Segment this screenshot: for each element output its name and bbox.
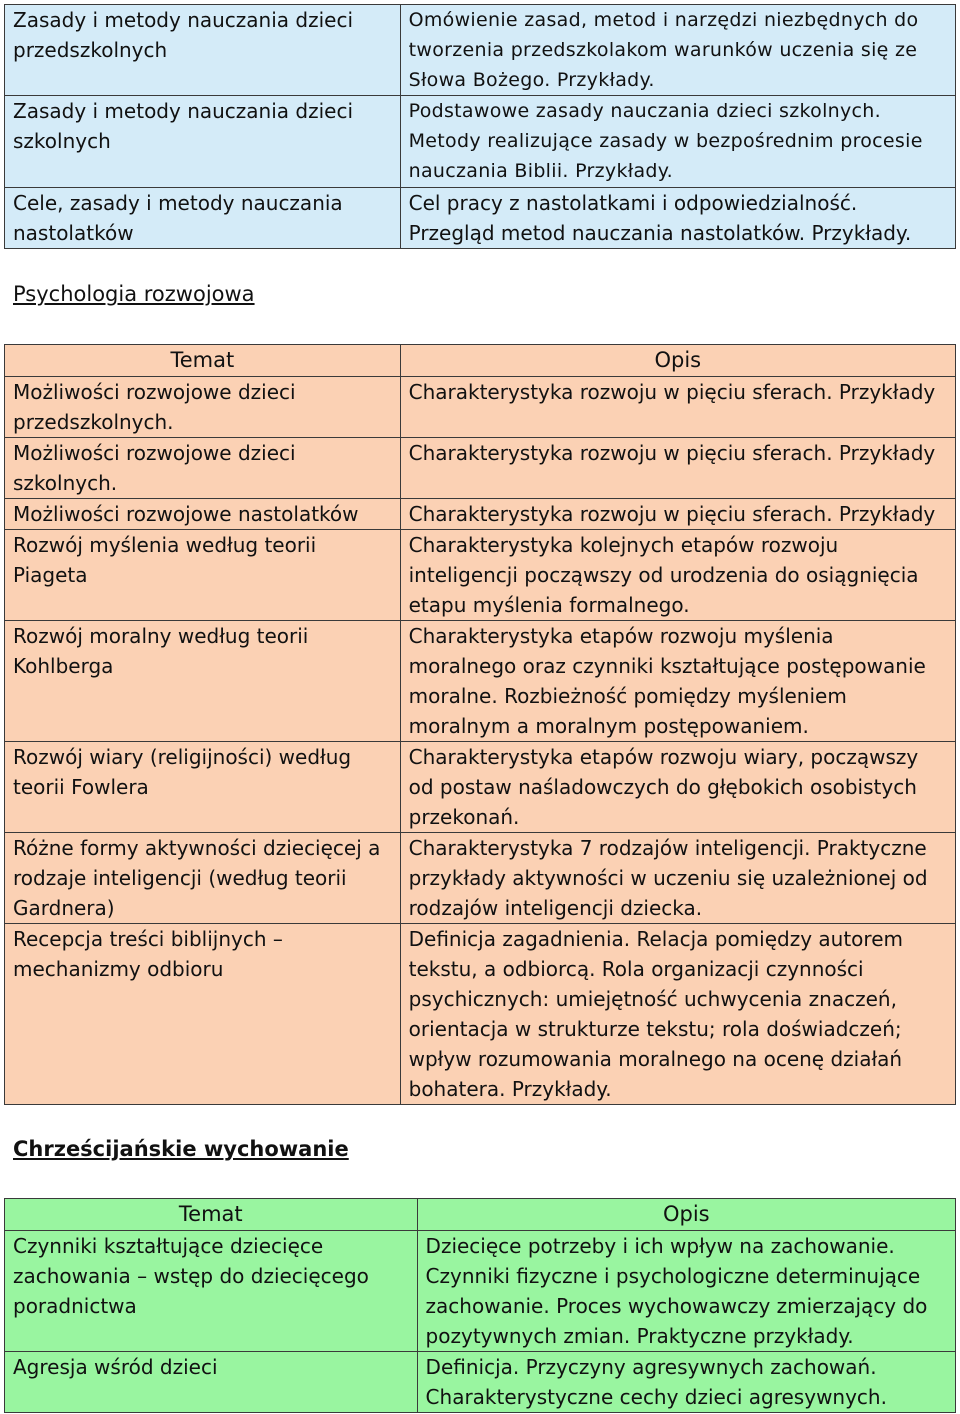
topic-cell: Możliwości rozwojowe dzieci szkolnych. xyxy=(5,438,401,499)
table-header-row xyxy=(5,1199,956,1231)
table-row xyxy=(5,1231,956,1352)
topic-cell: Agresja wśród dzieci xyxy=(5,1352,418,1413)
topic-cell: Cele, zasady i metody nauczania nastolatków xyxy=(5,188,401,249)
description-cell: Charakterystyka rozwoju w pięciu sferach. Przykłady xyxy=(400,438,955,499)
description-cell: Cel pracy z nastolatkami i odpowiedzialność. Przegląd metod nauczania nastolatków. Przykłady. xyxy=(400,188,955,249)
table-row xyxy=(5,96,956,188)
description-cell: Podstawowe zasady nauczania dzieci szkolnych. Metody realizujące zasady w bezpośrednim procesie nauczania Biblii. Przykłady. xyxy=(400,96,955,188)
description-cell: Charakterystyka kolejnych etapów rozwoju inteligencji począwszy od urodzenia do osiągnięcia etapu myślenia formalnego. xyxy=(400,530,955,621)
column-header-description: Opis xyxy=(417,1199,955,1231)
table-row xyxy=(5,499,956,530)
section-heading-christian-upbringing: Chrześcijańskie wychowanie xyxy=(13,1137,349,1161)
teaching-methods-table xyxy=(4,4,956,249)
description-cell: Charakterystyka rozwoju w pięciu sferach. Przykłady xyxy=(400,377,955,438)
table-row xyxy=(5,5,956,96)
table-row xyxy=(5,188,956,249)
table-row xyxy=(5,530,956,621)
description-cell: Charakterystyka etapów rozwoju myślenia moralnego oraz czynniki kształtujące postępowanie moralne. Rozbieżność pomiędzy myśleniem moralnym a moralnym postępowaniem. xyxy=(400,621,955,742)
psychology-table xyxy=(4,344,956,1105)
column-header-topic: Temat xyxy=(5,1199,418,1231)
description-cell: Omówienie zasad, metod i narzędzi niezbędnych do tworzenia przedszkolakom warunków uczenia się ze Słowa Bożego. Przykłady. xyxy=(400,5,955,96)
table-row xyxy=(5,833,956,924)
column-header-topic: Temat xyxy=(5,345,401,377)
topic-cell: Zasady i metody nauczania dzieci przedszkolnych xyxy=(5,5,401,96)
description-cell: Dziecięce potrzeby i ich wpływ na zachowanie. Czynniki fizyczne i psychologiczne determinujące zachowanie. Proces wychowawczy zmierzający do pozytywnych zmian. Praktyczne przykłady. xyxy=(417,1231,955,1352)
table-row xyxy=(5,924,956,1105)
topic-cell: Czynniki kształtujące dziecięce zachowania – wstęp do dziecięcego poradnictwa xyxy=(5,1231,418,1352)
table-row xyxy=(5,742,956,833)
table-row xyxy=(5,377,956,438)
christian-upbringing-table xyxy=(4,1198,956,1413)
description-cell: Definicja. Przyczyny agresywnych zachowań. Charakterystyczne cechy dzieci agresywnych. xyxy=(417,1352,955,1413)
description-cell: Charakterystyka 7 rodzajów inteligencji. Praktyczne przykłady aktywności w uczeniu się uzależnionej od rodzajów inteligencji dziecka. xyxy=(400,833,955,924)
description-cell: Definicja zagadnienia. Relacja pomiędzy autorem tekstu, a odbiorcą. Rola organizacji czynności psychicznych: umiejętność uchwycenia znaczeń, orientacja w strukturze tekstu; rola doświadczeń; wpływ rozumowania moralnego na ocenę działań bohatera. Przykłady. xyxy=(400,924,955,1105)
table-row xyxy=(5,438,956,499)
topic-cell: Możliwości rozwojowe nastolatków xyxy=(5,499,401,530)
topic-cell: Możliwości rozwojowe dzieci przedszkolnych. xyxy=(5,377,401,438)
topic-cell: Zasady i metody nauczania dzieci szkolnych xyxy=(5,96,401,188)
section-heading-psychology: Psychologia rozwojowa xyxy=(13,282,255,306)
column-header-description: Opis xyxy=(400,345,955,377)
topic-cell: Recepcja treści biblijnych – mechanizmy odbioru xyxy=(5,924,401,1105)
description-cell: Charakterystyka etapów rozwoju wiary, począwszy od postaw naśladowczych do głębokich osobistych przekonań. xyxy=(400,742,955,833)
description-cell: Charakterystyka rozwoju w pięciu sferach. Przykłady xyxy=(400,499,955,530)
topic-cell: Różne formy aktywności dziecięcej a rodzaje inteligencji (według teorii Gardnera) xyxy=(5,833,401,924)
topic-cell: Rozwój wiary (religijności) według teorii Fowlera xyxy=(5,742,401,833)
table-row xyxy=(5,1352,956,1413)
table-row xyxy=(5,621,956,742)
topic-cell: Rozwój moralny według teorii Kohlberga xyxy=(5,621,401,742)
table-header-row xyxy=(5,345,956,377)
topic-cell: Rozwój myślenia według teorii Piageta xyxy=(5,530,401,621)
